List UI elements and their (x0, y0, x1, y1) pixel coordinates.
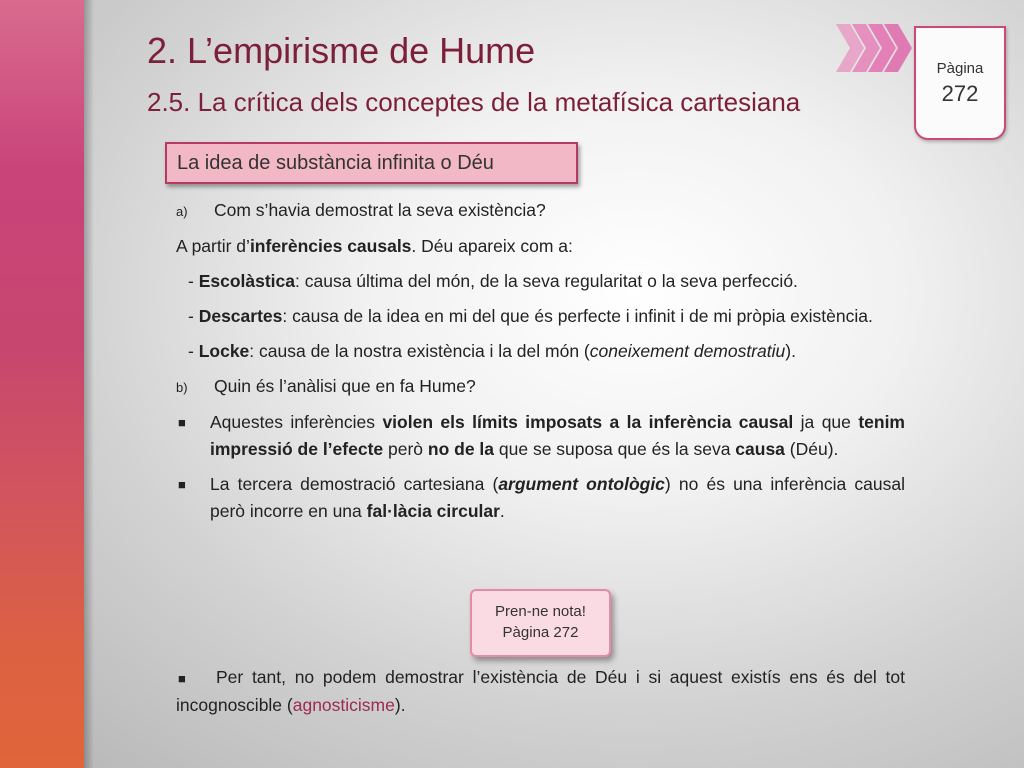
question-marker: b) (176, 380, 188, 395)
item-text: : causa de la idea en mi del que és perfecte i infinit i de mi pròpia existència. (282, 306, 873, 326)
agnosticism-highlight: agnosticisme (292, 695, 395, 715)
item-text: : causa última del món, de la seva regularitat o la seva perfecció. (295, 271, 798, 291)
dash: - (188, 271, 199, 291)
square-bullet-icon: ■ (178, 477, 186, 492)
dash: - (188, 306, 199, 326)
section-title-box: La idea de substància infinita o Déu (165, 142, 578, 184)
square-bullet-icon: ■ (178, 415, 186, 430)
question-text: Quin és l’anàlisi que en fa Hume? (214, 376, 476, 396)
bullet-text: Aquestes inferències violen els límits imposats a la inferència causal ja que tenim impressió de l’efecte però no de la que se suposa que és la seva causa (Déu). (210, 412, 905, 459)
bullet-item (176, 471, 905, 525)
bullet-item (176, 409, 905, 463)
conclusion-bullet (176, 664, 905, 719)
answer-text-end: . Déu apareix com a: (411, 236, 573, 256)
item-italic: coneixement demostratiu (589, 341, 786, 361)
conclusion-block (176, 664, 905, 737)
page-number: 272 (941, 81, 979, 106)
list-item-escolastica (176, 268, 905, 295)
list-item-descartes (176, 303, 905, 330)
item-term: Escolàstica (198, 271, 296, 291)
question-marker: a) (176, 204, 188, 219)
take-note-callout (470, 589, 611, 657)
page-reference-box (914, 26, 1006, 140)
note-line-1: Pren-ne nota! (495, 603, 586, 620)
conclusion-text: Per tant, no podem demostrar l’existència de Déu i si aquest existís ens és del tot incognoscible ( (176, 667, 905, 715)
page-label: Pàgina (936, 60, 984, 77)
chevron-right-icon (836, 22, 912, 74)
left-decorative-bar (0, 0, 84, 768)
answer-line (176, 233, 905, 260)
conclusion-text-end: ). (394, 695, 406, 715)
answer-bold: inferències causals (249, 236, 412, 256)
list-item-locke (176, 338, 905, 365)
slide-subtitle: 2.5. La crítica dels conceptes de la metafísica cartesiana (147, 87, 801, 117)
answer-text: A partir d’ (176, 236, 250, 256)
item-term: Descartes (198, 306, 283, 326)
item-text-end: ). (785, 341, 796, 361)
square-bullet-icon: ■ (178, 671, 186, 686)
dash: - (188, 341, 199, 361)
bullet-text: La tercera demostració cartesiana (argument ontològic) no és una inferència causal però incorre en una fal·làcia circular. (210, 474, 905, 521)
note-line-2: Pàgina 272 (502, 624, 579, 641)
slide-title: 2. L’empirisme de Hume (147, 30, 536, 71)
slide-content (176, 197, 905, 533)
item-term: Locke (198, 341, 250, 361)
question-b (176, 373, 905, 401)
item-text: : causa de la nostra existència i la del món ( (249, 341, 590, 361)
question-text: Com s’havia demostrat la seva existència? (214, 200, 546, 220)
question-a (176, 197, 905, 225)
